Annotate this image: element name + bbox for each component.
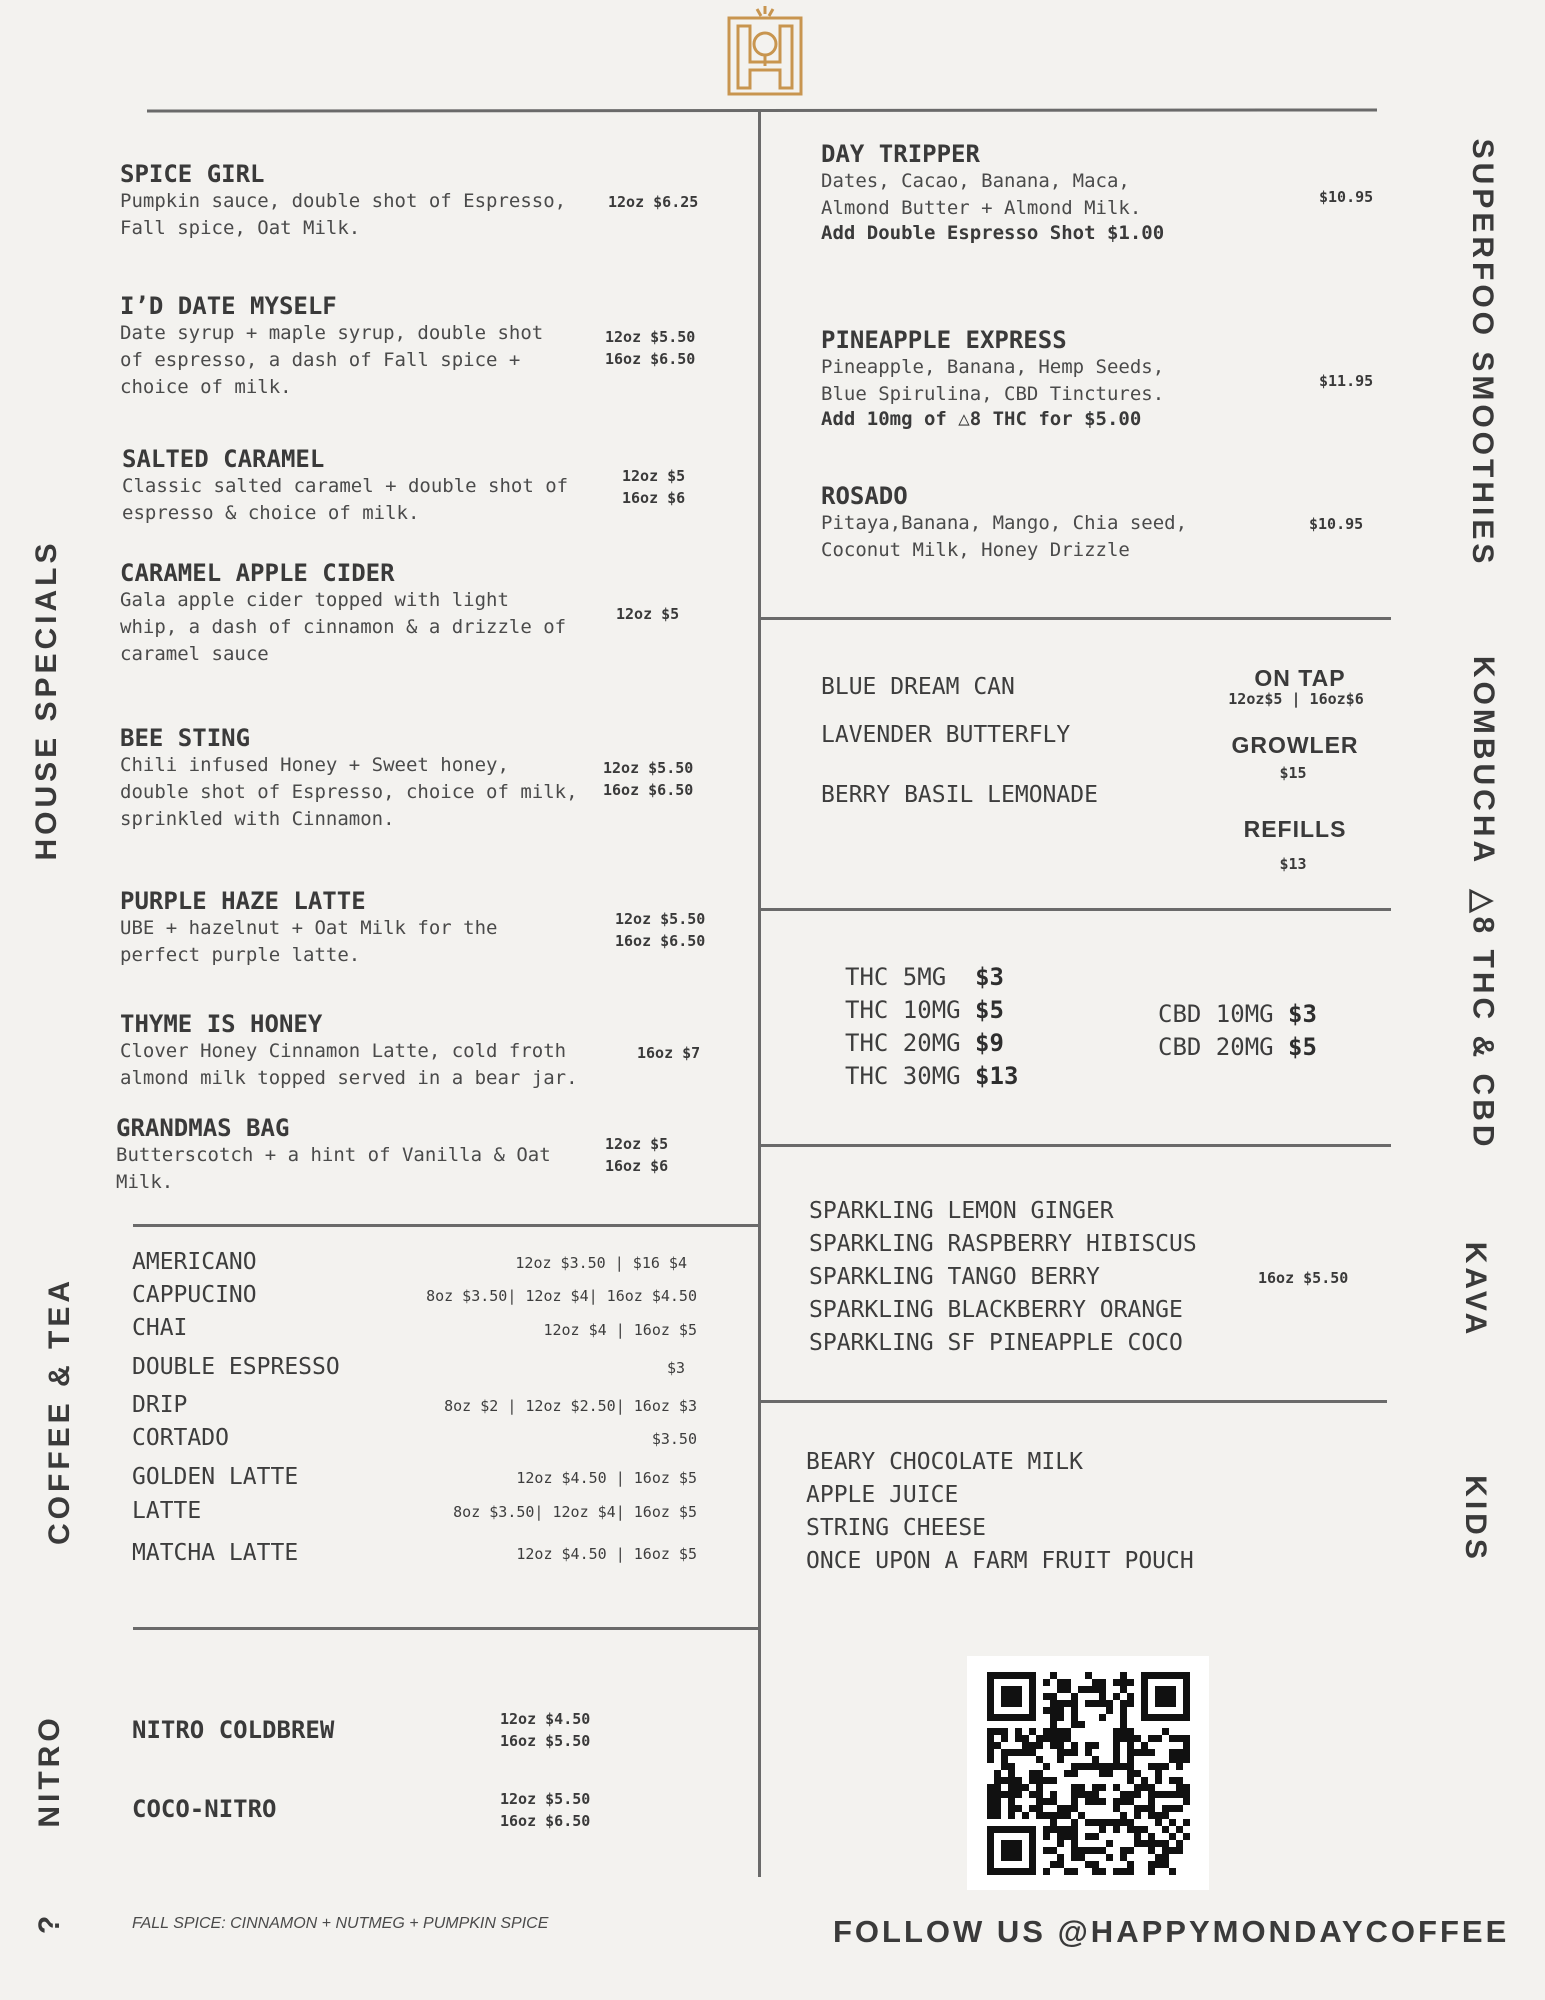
kids-list <box>806 1446 1194 1578</box>
menu-item-date-myself <box>120 292 543 401</box>
nitro-item-price: 12oz $4.50 16oz $5.50 <box>500 1710 591 1750</box>
kids-item: BEARY CHOCOLATE MILK <box>806 1449 1083 1475</box>
item-price: 12oz $5 <box>616 605 680 623</box>
cbd-option <box>1158 1000 1317 1028</box>
menu-item-grandmas-bag <box>116 1114 551 1196</box>
dose-price: $13 <box>975 1062 1019 1090</box>
happy-monday-logo-icon <box>726 4 804 96</box>
nitro-item-price: 12oz $5.50 16oz $6.50 <box>500 1790 591 1830</box>
section-label-kava: KAVA <box>1459 1241 1492 1339</box>
dose-price: $3 <box>1288 1000 1317 1028</box>
thc-option <box>845 1029 1004 1057</box>
coffee-item-price: 12oz $4 | 16oz $5 <box>543 1321 697 1339</box>
dose-label: THC 10MG <box>845 996 961 1024</box>
menu-item-bee-sting <box>120 724 578 833</box>
divider-house-coffee <box>133 1224 759 1227</box>
item-desc: Gala apple cider topped with light whip, a dash of cinnamon & a drizzle of caramel sauce <box>120 589 567 665</box>
coffee-item-price: 8oz $3.50| 12oz $4| 16oz $4.50 <box>426 1287 697 1305</box>
kava-item: SPARKLING RASPBERRY HIBISCUS <box>809 1231 1197 1257</box>
kava-price: 16oz $5.50 <box>1258 1269 1349 1287</box>
logo <box>726 4 804 96</box>
smoothie-rosado <box>821 482 1187 564</box>
item-price: $10.95 <box>1319 188 1374 206</box>
coffee-item-price: 8oz $2 | 12oz $2.50| 16oz $3 <box>444 1397 697 1415</box>
coffee-item-price: 12oz $4.50 | 16oz $5 <box>516 1545 697 1563</box>
item-desc: Chili infused Honey + Sweet honey, double shot of Espresso, choice of milk, sprinkled with Cinnamon. <box>120 754 578 830</box>
divider-smoothies-kombucha <box>761 617 1391 620</box>
kombucha-flavor: BLUE DREAM CAN <box>821 674 1015 700</box>
dose-price: $9 <box>975 1029 1004 1057</box>
coffee-item-price: $3.50 <box>651 1430 697 1448</box>
coffee-item-name: MATCHA LATTE <box>132 1540 299 1566</box>
menu-item-salted-caramel <box>122 445 568 527</box>
item-price: $11.95 <box>1319 372 1374 390</box>
item-price: 12oz $5.50 16oz $6.50 <box>603 759 694 799</box>
kombucha-flavor: LAVENDER BUTTERFLY <box>821 722 1071 748</box>
section-label-superfoo-smoothies: SUPERFOO SMOOTHIES <box>1466 138 1499 568</box>
coffee-item-price: $3 <box>666 1359 685 1377</box>
section-label-house-specials: HOUSE SPECIALS <box>30 539 63 861</box>
item-price: 12oz $5.50 16oz $6.50 <box>605 328 696 368</box>
kava-item: SPARKLING SF PINEAPPLE COCO <box>809 1330 1183 1356</box>
dose-label: THC 20MG <box>845 1029 961 1057</box>
item-price: 12oz $5 16oz $6 <box>605 1135 669 1175</box>
refills-price: $13 <box>1279 855 1307 873</box>
dose-label: THC 30MG <box>845 1062 961 1090</box>
qr-code[interactable] <box>967 1656 1209 1890</box>
item-name: SALTED CARAMEL <box>122 445 325 473</box>
dose-label: CBD 10MG <box>1158 1000 1274 1028</box>
top-divider <box>147 108 1377 112</box>
on-tap-price: 12oz$5 | 16oz$6 <box>1228 690 1364 708</box>
item-price: 12oz $5 16oz $6 <box>622 467 686 507</box>
coffee-item-name: AMERICANO <box>132 1249 257 1275</box>
item-name: ROSADO <box>821 482 908 510</box>
dose-price: $3 <box>975 963 1004 991</box>
section-label-coffee-tea: COFFEE & TEA <box>43 1276 76 1546</box>
item-desc: Pineapple, Banana, Hemp Seeds, Blue Spirulina, CBD Tinctures. <box>821 356 1165 405</box>
growler-label: GROWLER <box>1231 732 1359 758</box>
item-name: SPICE GIRL <box>120 160 265 188</box>
thc-option <box>845 1062 1018 1090</box>
coffee-item-name: CHAI <box>132 1315 188 1341</box>
kids-item: STRING CHEESE <box>806 1515 987 1541</box>
menu-item-caramel-apple-cider <box>120 559 566 668</box>
item-desc: Classic salted caramel + double shot of espresso & choice of milk. <box>122 475 569 524</box>
kids-item: APPLE JUICE <box>806 1482 959 1508</box>
coffee-item-price: 12oz $3.50 | $16 $4 <box>515 1254 687 1272</box>
coffee-item-name: CORTADO <box>132 1425 229 1451</box>
section-label-kombucha: KOMBUCHA <box>1467 655 1500 867</box>
coffee-item-price: 12oz $4.50 | 16oz $5 <box>516 1469 697 1487</box>
item-desc: Dates, Cacao, Banana, Maca, Almond Butter + Almond Milk. <box>821 170 1142 219</box>
divider-kombucha-thc <box>761 908 1391 911</box>
dose-price: $5 <box>975 996 1004 1024</box>
divider-thc-kava <box>761 1144 1391 1147</box>
smoothie-day-tripper <box>821 140 1164 244</box>
item-name: CARAMEL APPLE CIDER <box>120 559 395 587</box>
item-price: 16oz $7 <box>637 1044 701 1062</box>
section-label-thc-cbd: △8 THC & CBD <box>1466 889 1500 1151</box>
footnote: FALL SPICE: CINNAMON + NUTMEG + PUMPKIN SPICE <box>132 1915 549 1932</box>
coffee-item-name: DOUBLE ESPRESSO <box>132 1354 340 1380</box>
item-name: PURPLE HAZE LATTE <box>120 887 366 915</box>
item-price: $10.95 <box>1309 515 1364 533</box>
item-desc: Date syrup + maple syrup, double shot of espresso, a dash of Fall spice + choice of milk. <box>120 322 544 398</box>
divider-coffee-nitro <box>133 1627 759 1630</box>
qr-code-icon <box>967 1656 1209 1890</box>
item-name: BEE STING <box>120 724 251 752</box>
coffee-item-price: 8oz $3.50| 12oz $4| 16oz $5 <box>453 1503 697 1521</box>
cbd-option <box>1158 1033 1317 1061</box>
coffee-item-name: CAPPUCINO <box>132 1282 257 1308</box>
dose-label: CBD 20MG <box>1158 1033 1274 1061</box>
kava-list <box>809 1195 1197 1360</box>
item-extra: Add Double Espresso Shot $1.00 <box>821 222 1165 244</box>
item-desc: UBE + hazelnut + Oat Milk for the perfect purple latte. <box>120 917 498 966</box>
item-price: 12oz $6.25 <box>608 193 699 211</box>
menu-item-thyme-is-honey <box>120 1010 578 1092</box>
follow-us-handle[interactable]: FOLLOW US @HAPPYMONDAYCOFFEE <box>833 1914 1510 1949</box>
item-extra: Add 10mg of △8 THC for $5.00 <box>821 408 1142 430</box>
item-name: PINEAPPLE EXPRESS <box>821 326 1067 354</box>
coffee-item-name: DRIP <box>132 1392 188 1418</box>
section-label-kids: KIDS <box>1459 1475 1492 1563</box>
section-label-nitro: NITRO <box>33 1714 66 1828</box>
thc-option <box>845 963 1004 991</box>
dose-price: $5 <box>1288 1033 1317 1061</box>
dose-label: THC 5MG <box>845 963 947 991</box>
divider-kava-kids <box>761 1400 1387 1403</box>
item-desc: Butterscotch + a hint of Vanilla & Oat Milk. <box>116 1144 551 1193</box>
kava-item: SPARKLING BLACKBERRY ORANGE <box>809 1297 1183 1323</box>
item-desc: Pumpkin sauce, double shot of Espresso, Fall spice, Oat Milk. <box>120 190 567 239</box>
center-divider <box>758 112 761 1877</box>
coffee-item-name: GOLDEN LATTE <box>132 1464 299 1490</box>
footnote-mark: ? <box>33 1911 66 1935</box>
nitro-item-name: NITRO COLDBREW <box>132 1716 335 1744</box>
item-desc: Clover Honey Cinnamon Latte, cold froth almond milk topped served in a bear jar. <box>120 1040 578 1089</box>
menu-item-purple-haze-latte <box>120 887 498 969</box>
menu-item-spice-girl <box>120 160 566 242</box>
item-name: I’D DATE MYSELF <box>120 292 337 320</box>
kava-item: SPARKLING LEMON GINGER <box>809 1198 1114 1224</box>
coffee-item-name: LATTE <box>132 1498 202 1524</box>
on-tap-label: ON TAP <box>1254 665 1346 691</box>
kids-item: ONCE UPON A FARM FRUIT POUCH <box>806 1548 1194 1574</box>
item-name: THYME IS HONEY <box>120 1010 323 1038</box>
nitro-item-name: COCO-NITRO <box>132 1795 277 1823</box>
item-desc: Pitaya,Banana, Mango, Chia seed, Coconut Milk, Honey Drizzle <box>821 512 1188 561</box>
item-price: 12oz $5.50 16oz $6.50 <box>615 910 706 950</box>
kava-item: SPARKLING TANGO BERRY <box>809 1264 1100 1290</box>
item-name: GRANDMAS BAG <box>116 1114 290 1142</box>
refills-label: REFILLS <box>1243 816 1347 842</box>
thc-option <box>845 996 1004 1024</box>
kombucha-flavor: BERRY BASIL LEMONADE <box>821 782 1098 808</box>
item-name: DAY TRIPPER <box>821 140 980 168</box>
smoothie-pineapple-express <box>821 326 1164 430</box>
growler-price: $15 <box>1279 764 1307 782</box>
